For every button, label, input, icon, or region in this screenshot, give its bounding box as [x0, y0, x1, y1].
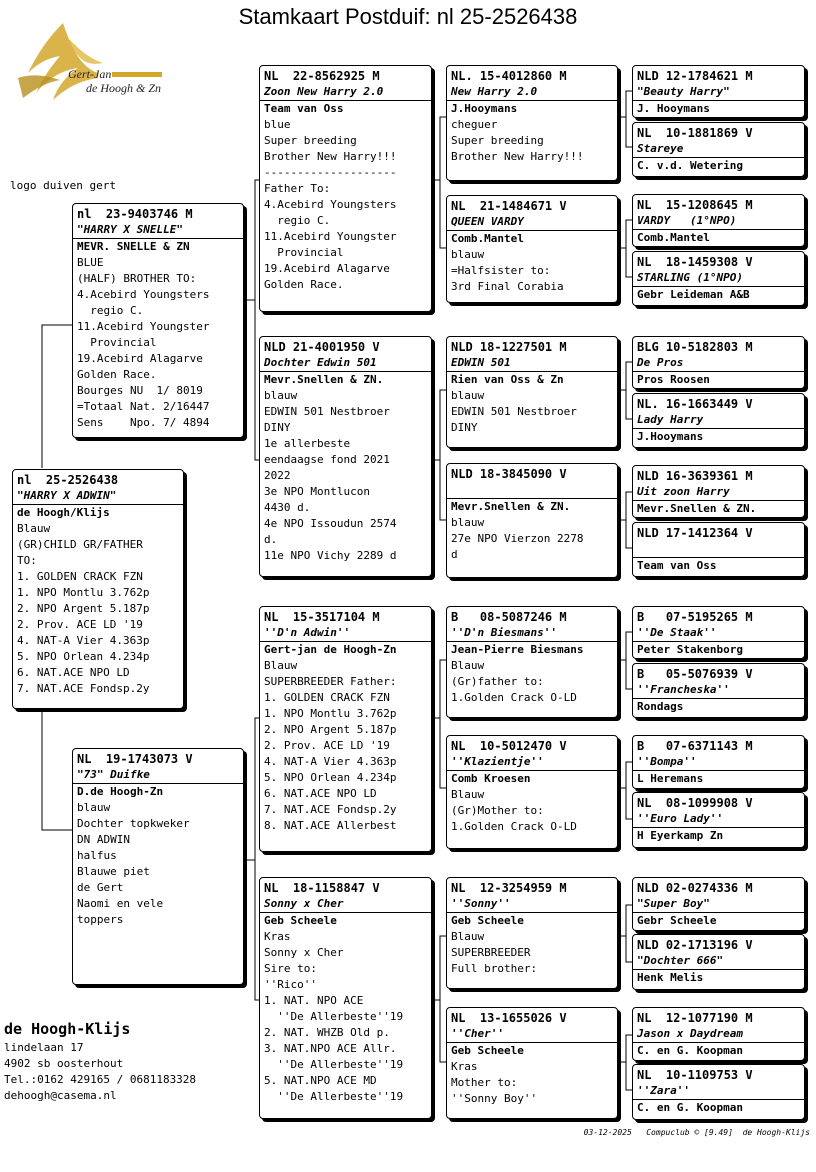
card-detail-line: 1. NPO Montlu 3.762p [17, 586, 150, 599]
bird-name: QUEEN VARDY [447, 214, 617, 231]
ring-number: NL 10-1109753 V [637, 1068, 753, 1082]
ring-number: B 08-5087246 M [451, 610, 567, 624]
card-detail-line: 4. NAT-A Vier 4.363p [264, 755, 397, 768]
breeder-name: H Eyerkamp Zn [637, 829, 724, 842]
bird-name: ''De Staak'' [633, 625, 804, 642]
ring-number: BLG 10-5182803 M [637, 340, 753, 354]
bird-name: "73" Duifke [73, 767, 243, 784]
footer: 03-12-2025 Compuclub © [9.49] de Hoogh-Klijs [583, 1128, 810, 1137]
card-detail-line: 11.Acebird Youngster [77, 320, 210, 333]
card-detail-line: 1.Golden Crack O-LD [451, 691, 577, 704]
card-detail-line: Blauw [264, 659, 298, 672]
card-detail-line: ''Rico'' [264, 978, 317, 991]
ring-number: B 07-6371143 M [637, 739, 753, 753]
card-detail-line: blauw [77, 801, 111, 814]
pedigree-card [632, 1064, 805, 1120]
bird-name: "Super Boy" [633, 896, 804, 913]
card-detail-line: blue [264, 118, 291, 131]
bird-name: Sonny x Cher [260, 896, 431, 913]
ring-number: NL 10-1881869 V [637, 126, 753, 140]
card-detail-line: Naomi en vele [77, 897, 164, 910]
ring-number: NL 15-3517104 M [264, 610, 380, 624]
ring-number: NL 22-8562925 M [264, 69, 380, 83]
card-detail-line: Blauw [451, 659, 485, 672]
card-detail-line: 1. NAT. NPO ACE [264, 994, 364, 1007]
card-detail-line: Kras [451, 1060, 478, 1073]
card-detail-line: ''De Allerbeste''19 [264, 1090, 404, 1103]
breeder-name: Mevr.Snellen & ZN. [451, 500, 571, 513]
pedigree-card [446, 1007, 618, 1119]
svg-text:de Hoogh & Zn: de Hoogh & Zn [86, 81, 161, 95]
pedigree-card [632, 1007, 805, 1061]
owner-phone: Tel.:0162 429165 / 0681183328 [4, 1073, 197, 1086]
ring-number: nl 25-2526438 [17, 473, 119, 487]
breeder-name: Geb Scheele [451, 914, 524, 927]
bird-name: ''Klazientje'' [447, 754, 617, 771]
breeder-name: J.Hooymans [637, 430, 704, 443]
ring-number: NL. 16-1663449 V [637, 397, 753, 411]
ring-number: NLD 02-0274336 M [637, 881, 753, 895]
pedigree-card [446, 735, 618, 849]
card-detail-line: (Gr)Mother to: [451, 804, 544, 817]
card-detail-line: SUPERBREEDER Father: [264, 675, 397, 688]
card-detail-line: 7. NAT.ACE Fondsp.2y [17, 682, 150, 695]
card-detail-line: 2022 [264, 469, 291, 482]
card-detail-line: ''Sonny Boy'' [451, 1092, 538, 1105]
card-detail-line: 1. NPO Montlu 3.762p [264, 707, 397, 720]
owner-block [4, 1018, 196, 1104]
breeder-name: D.de Hoogh-Zn [77, 785, 164, 798]
card-detail-line: blauw [264, 389, 298, 402]
bird-name: ''D'n Adwin'' [260, 625, 431, 642]
ring-number: NLD 12-1784621 M [637, 69, 753, 83]
bird-name: New Harry 2.0 [447, 84, 617, 101]
card-detail-line: Brother New Harry!!! [451, 150, 584, 163]
breeder-name: Comb.Mantel [451, 232, 524, 245]
card-detail-line: 5. NPO Orlean 4.234p [264, 771, 397, 784]
breeder-name: C. en G. Koopman [637, 1044, 743, 1057]
card-detail-line: Father To: [264, 182, 331, 195]
breeder-name: Henk Melis [637, 971, 704, 984]
card-detail-line: (Gr)father to: [451, 675, 544, 688]
card-detail-line: 4430 d. [264, 501, 311, 514]
card-detail-line: 1. GOLDEN CRACK FZN [17, 570, 143, 583]
breeder-name: C. en G. Koopman [637, 1101, 743, 1114]
card-detail-line: EDWIN 501 Nestbroer [264, 405, 390, 418]
bird-name: ''Sonny'' [447, 896, 617, 913]
pedigree-card [632, 194, 805, 247]
pedigree-card [72, 203, 244, 438]
card-detail-line: 8. NAT.ACE Allerbest [264, 819, 397, 832]
card-detail-line: 3. NAT.NPO ACE Allr. [264, 1042, 397, 1055]
ring-number: NL 13-1655026 V [451, 1011, 567, 1025]
pedigree-card [446, 195, 618, 303]
card-detail-line: 2. NPO Argent 5.187p [264, 723, 397, 736]
pedigree-card [446, 606, 618, 718]
owner-address-line1: lindelaan 17 [4, 1041, 84, 1054]
card-detail-line: Blauw [17, 522, 51, 535]
bird-name: "Dochter 666" [633, 953, 804, 970]
card-detail-line: 5. NAT.NPO ACE MD [264, 1074, 377, 1087]
card-detail-line: DN ADWIN [77, 833, 130, 846]
card-detail-line: 2. NPO Argent 5.187p [17, 602, 150, 615]
ring-number: NL 15-1208645 M [637, 198, 753, 212]
card-detail-line: (GR)CHILD GR/FATHER [17, 538, 143, 551]
pedigree-card [632, 877, 805, 931]
card-detail-line: 5. NPO Orlean 4.234p [17, 650, 150, 663]
card-detail-line: Sire to: [264, 962, 317, 975]
ring-number: B 07-5195265 M [637, 610, 753, 624]
ring-number: NL 18-1158847 V [264, 881, 380, 895]
ring-number: NL. 15-4012860 M [451, 69, 567, 83]
pedigree-card [632, 251, 805, 306]
card-detail-line: SUPERBREEDER [451, 946, 531, 959]
pedigree-card [632, 336, 805, 389]
owner-address-line2: 4902 sb oosterhout [4, 1057, 124, 1070]
card-detail-line: Provincial [264, 246, 344, 259]
bird-name: ''Bompa'' [633, 754, 804, 771]
breeder-name: Gert-jan de Hoogh-Zn [264, 643, 397, 656]
card-detail-line: TO: [17, 554, 37, 567]
card-detail-line: Sonny x Cher [264, 946, 344, 959]
breeder-name: L Heremans [637, 772, 704, 785]
card-detail-line: Mother to: [451, 1076, 518, 1089]
card-detail-line: =Halfsister to: [451, 264, 551, 277]
pedigree-card [632, 606, 805, 659]
card-detail-line: 3rd Final Corabia [451, 280, 564, 293]
card-detail-line: 27e NPO Vierzon 2278 [451, 532, 584, 545]
card-detail-line: blauw [451, 389, 485, 402]
bird-name: Stareye [633, 141, 804, 158]
card-detail-line: regio C. [77, 304, 144, 317]
pedigree-card [446, 336, 618, 448]
ring-number: NLD 18-3845090 V [451, 467, 567, 481]
breeder-name: Gebr Leideman A&B [637, 288, 750, 301]
card-detail-line: ''De Allerbeste''19 [264, 1010, 404, 1023]
pedigree-card [632, 735, 805, 789]
page-title: Stamkaart Postduif: nl 25-2526438 [238, 4, 578, 29]
ring-number: NL 10-5012470 V [451, 739, 567, 753]
card-detail-line: BLUE [77, 256, 104, 269]
breeder-name: Rien van Oss & Zn [451, 373, 564, 386]
pedigree-card [446, 65, 618, 181]
card-detail-line: cheguer [451, 118, 498, 131]
card-detail-line: Blauwe piet [77, 865, 150, 878]
card-detail-line: d. [264, 533, 278, 546]
breeder-name: Peter Stakenborg [637, 643, 743, 656]
pedigree-card [632, 122, 805, 177]
pedigree-card [632, 934, 805, 990]
card-detail-line: 1e allerbeste [264, 437, 351, 450]
card-detail-line: 3e NPO Montlucon [264, 485, 370, 498]
card-detail-line: (HALF) BROTHER TO: [77, 272, 197, 285]
logo-caption: logo duiven gert [10, 179, 116, 192]
bird-name: Uit zoon Harry [633, 484, 804, 501]
breeder-name: Team van Oss [637, 559, 717, 572]
pedigree-card [72, 748, 244, 985]
card-detail-line: blauw [451, 516, 485, 529]
ring-number: NL 18-1459308 V [637, 255, 753, 269]
card-detail-line: Super breeding [264, 134, 357, 147]
ring-number: nl 23-9403746 M [77, 207, 193, 221]
svg-text:Gert-Jan: Gert-Jan [68, 67, 112, 81]
card-detail-line: halfus [77, 849, 117, 862]
card-detail-line: Sens Npo. 7/ 4894 [77, 416, 210, 429]
breeder-name: Team van Oss [264, 102, 344, 115]
pedigree-card [632, 663, 805, 718]
breeder-name: Pros Roosen [637, 373, 710, 386]
card-detail-line: Golden Race. [264, 278, 344, 291]
card-detail-line: d [451, 548, 458, 561]
bird-name: De Pros [633, 355, 804, 372]
card-detail-line: -------------------- [264, 166, 397, 179]
breeder-name: Geb Scheele [264, 914, 337, 927]
breeder-name: J.Hooymans [451, 102, 518, 115]
pedigree-card [259, 65, 432, 312]
ring-number: B 05-5076939 V [637, 667, 753, 681]
breeder-name: Gebr Scheele [637, 914, 717, 927]
bird-name: "HARRY X SNELLE" [73, 222, 243, 239]
card-detail-line: toppers [77, 913, 124, 926]
bird-name: ''Zara'' [633, 1083, 804, 1100]
card-detail-line: 2. Prov. ACE LD '19 [17, 618, 143, 631]
pedigree-card [632, 792, 805, 848]
card-detail-line: Blauw [451, 930, 485, 943]
card-detail-line: =Totaal Nat. 2/16447 [77, 400, 210, 413]
owner-name: de Hoogh-Klijs [4, 1020, 131, 1038]
breeder-name: Mevr.Snellen & ZN. [637, 502, 757, 515]
bird-name: "Beauty Harry" [633, 84, 804, 101]
ring-number: NL 19-1743073 V [77, 752, 193, 766]
pedigree-card [446, 463, 618, 578]
pedigree-card [259, 336, 432, 577]
card-detail-line: 19.Acebird Alagarve [77, 352, 203, 365]
bird-name: Dochter Edwin 501 [260, 355, 431, 372]
pedigree-card [632, 465, 805, 518]
bird-name: "HARRY X ADWIN" [13, 488, 183, 505]
bird-name [633, 541, 804, 558]
card-detail-line: 4.Acebird Youngsters [264, 198, 397, 211]
card-detail-line: de Gert [77, 881, 124, 894]
card-detail-line: 19.Acebird Alagarve [264, 262, 390, 275]
card-detail-line: 11.Acebird Youngster [264, 230, 397, 243]
bird-name: STARLING (1°NPO) [633, 270, 804, 287]
breeder-name: MEVR. SNELLE & ZN [77, 240, 190, 253]
bird-name: Lady Harry [633, 412, 804, 429]
ring-number: NLD 02-1713196 V [637, 938, 753, 952]
breeder-name: Mevr.Snellen & ZN. [264, 373, 384, 386]
card-detail-line: Provincial [77, 336, 157, 349]
card-detail-line: 2. NAT. WHZB Old p. [264, 1026, 390, 1039]
card-detail-line: blauw [451, 248, 485, 261]
breeder-name: Comb Kroesen [451, 772, 531, 785]
card-detail-line: Bourges NU 1/ 8019 [77, 384, 203, 397]
ring-number: NL 12-3254959 M [451, 881, 567, 895]
card-detail-line: 7. NAT.ACE Fondsp.2y [264, 803, 397, 816]
breeder-name: J. Hooymans [637, 102, 710, 115]
bird-name: ''Francheska'' [633, 682, 804, 699]
card-detail-line: 6. NAT.ACE NPO LD [17, 666, 130, 679]
bird-name [447, 482, 617, 499]
card-detail-line: 4.Acebird Youngsters [77, 288, 210, 301]
breeder-name: C. v.d. Wetering [637, 159, 743, 172]
pedigree-card [446, 877, 618, 989]
card-detail-line: Dochter topkweker [77, 817, 190, 830]
ring-number: NLD 16-3639361 M [637, 469, 753, 483]
ring-number: NLD 17-1412364 V [637, 526, 753, 540]
card-detail-line: Brother New Harry!!! [264, 150, 397, 163]
bird-name: Jason x Daydream [633, 1026, 804, 1043]
breeder-name: Comb.Mantel [637, 231, 710, 244]
ring-number: NL 12-1077190 M [637, 1011, 753, 1025]
card-detail-line: Blauw [451, 788, 485, 801]
card-detail-line: Golden Race. [77, 368, 157, 381]
bird-name: VARDY (1°NPO) [633, 213, 804, 230]
pedigree-card [12, 469, 184, 709]
pedigree-card [259, 606, 432, 852]
breeder-name: Jean-Pierre Biesmans [451, 643, 584, 656]
card-detail-line: 11e NPO Vichy 2289 d [264, 549, 397, 562]
ring-number: NLD 18-1227501 M [451, 340, 567, 354]
pedigree-card [632, 65, 805, 118]
ring-number: NL 08-1099908 V [637, 796, 753, 810]
card-detail-line: Full brother: [451, 962, 538, 975]
bird-name: EDWIN 501 [447, 355, 617, 372]
card-detail-line: Super breeding [451, 134, 544, 147]
card-detail-line: DINY [264, 421, 291, 434]
card-detail-line: eendaagse fond 2021 [264, 453, 390, 466]
owner-email: dehoogh@casema.nl [4, 1089, 117, 1102]
card-detail-line: regio C. [264, 214, 331, 227]
card-detail-line: Kras [264, 930, 291, 943]
pedigree-card [259, 877, 432, 1119]
card-detail-line: 1. GOLDEN CRACK FZN [264, 691, 390, 704]
bird-name: Zoon New Harry 2.0 [260, 84, 431, 101]
card-detail-line: 4. NAT-A Vier 4.363p [17, 634, 150, 647]
card-detail-line: 2. Prov. ACE LD '19 [264, 739, 390, 752]
breeder-name: Geb Scheele [451, 1044, 524, 1057]
breeder-name: Rondags [637, 700, 684, 713]
bird-name: ''D'n Biesmans'' [447, 625, 617, 642]
pedigree-card [632, 522, 805, 577]
ring-number: NL 21-1484671 V [451, 199, 567, 213]
card-detail-line: 6. NAT.ACE NPO LD [264, 787, 377, 800]
breeder-name: de Hoogh/Klijs [17, 506, 110, 519]
pedigree-card [632, 393, 805, 448]
bird-name: ''Euro Lady'' [633, 811, 804, 828]
bird-name: ''Cher'' [447, 1026, 617, 1043]
card-detail-line: DINY [451, 421, 478, 434]
ring-number: NLD 21-4001950 V [264, 340, 380, 354]
card-detail-line: 4e NPO Issoudun 2574 [264, 517, 397, 530]
card-detail-line: 1.Golden Crack O-LD [451, 820, 577, 833]
card-detail-line: ''De Allerbeste''19 [264, 1058, 404, 1071]
card-detail-line: EDWIN 501 Nestbroer [451, 405, 577, 418]
